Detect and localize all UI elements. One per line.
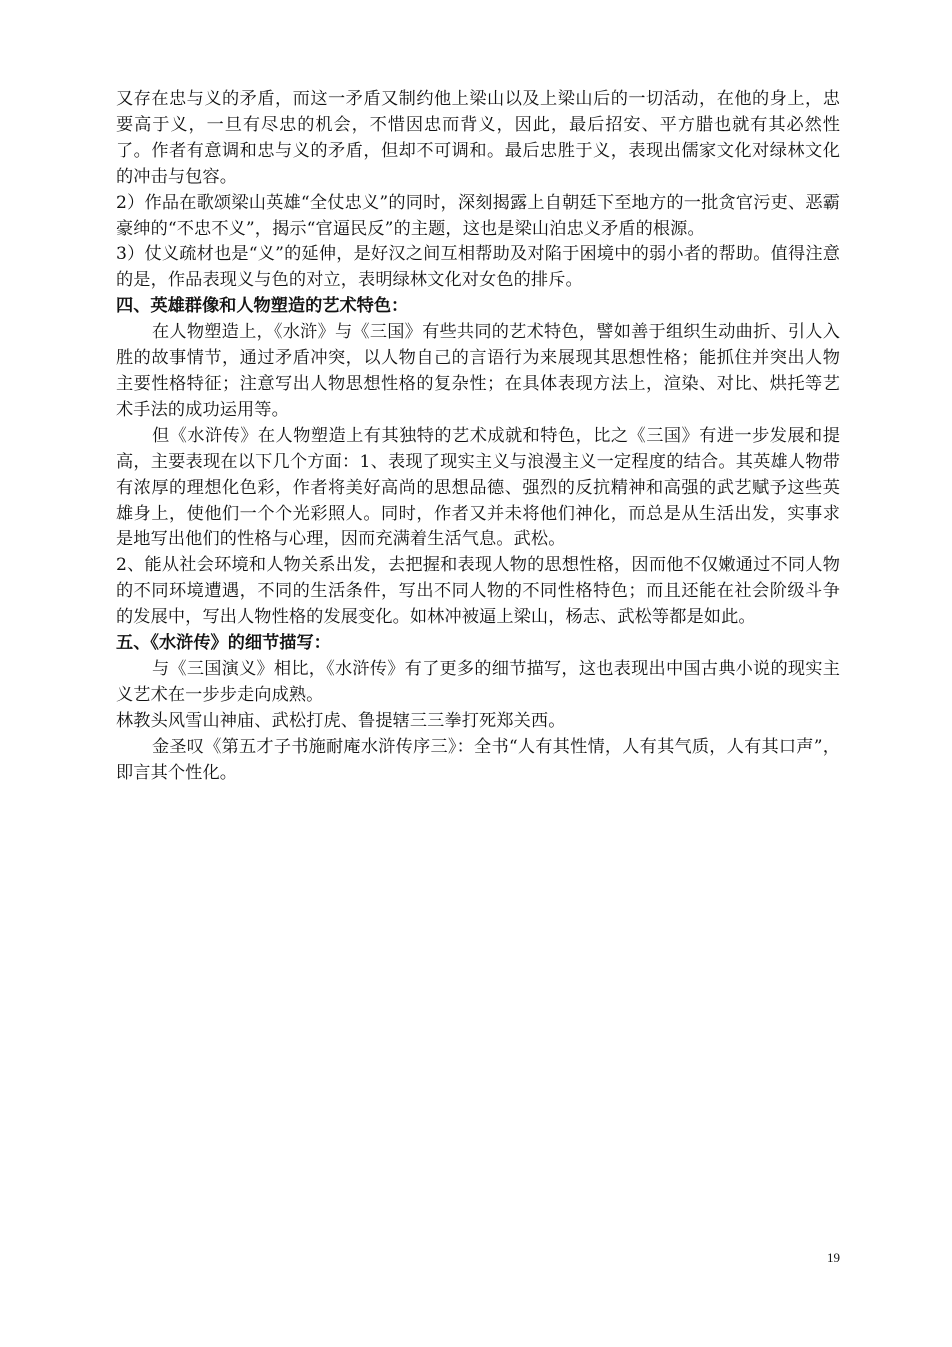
section-heading-5: 五、《水浒传》的细节描写：: [116, 633, 331, 654]
paragraph-point-3: 3）仗义疏材也是“义”的延伸，是好汉之间互相帮助及对陷于困境中的弱小者的帮助。值得注意的是，作品表现义与色的对立，表明绿林文化对女色的排斥。: [116, 244, 840, 291]
paragraph-shared-features: 在人物塑造上，《水浒》与《三国》有些共同的艺术特色，譬如善于组织生动曲折、引人入胜的故事情节，通过矛盾冲突，以人物自己的言语行为来展现其思想性格；能抓住并突出人物主要性格特征；注意写出人物思想性格的复杂性；在具体表现方法上，渲染、对比、烘托等艺术手法的成功运用等。: [116, 322, 840, 420]
paragraph-examples: 林教头风雪山神庙、武松打虎、鲁提辖三三拳打死郑关西。: [116, 710, 566, 731]
paragraph-unique-features: 但《水浒传》在人物塑造上有其独特的艺术成就和特色，比之《三国》有进一步发展和提高，主要表现在以下几个方面：1、表现了现实主义与浪漫主义一定程度的结合。其英雄人物带有浓厚的理想化色彩，作者将美好高尚的思想品德、强烈的反抗精神和高强的武艺赋予这些英雄身上，使他们一个个光彩照人。同时，作者又并未将他们神化，而总是从生活出发，实事求是地写出他们的性格与心理，因而充满着生活气息。武松。: [116, 425, 840, 550]
section-heading-4: 四、英雄群像和人物塑造的艺术特色：: [116, 296, 409, 317]
paragraph-jin-shengtan: 金圣叹《第五才子书施耐庵水浒传序三》：全书“人有其性情，人有其气质，人有其口声”，即言其个性化。: [116, 736, 840, 783]
paragraph-point-2: 2）作品在歌颂梁山英雄“全仗忠义”的同时，深刻揭露上自朝廷下至地方的一批贪官污吏、恶霸豪绅的“不忠不义”，揭示“官逼民反”的主题，这也是梁山泊忠义矛盾的根源。: [116, 192, 840, 239]
paragraph-loyalty-conflict: 又存在忠与义的矛盾，而这一矛盾又制约他上梁山以及上梁山后的一切活动，在他的身上，忠要高于义，一旦有尽忠的机会，不惜因忠而背义，因此，最后招安、平方腊也就有其必然性了。作者有意调和忠与义的矛盾，但却不可调和。最后忠胜于义，表现出儒家文化对绿林文化的冲击与包容。: [116, 89, 840, 187]
document-body: [116, 87, 840, 786]
paragraph-environment: 2、能从社会环境和人物关系出发，去把握和表现人物的思想性格，因而他不仅嫩通过不同人物的不同环境遭遇，不同的生活条件，写出不同人物的不同性格特色；而且还能在社会阶级斗争的发展中，写出人物性格的发展变化。如林冲被逼上梁山，杨志、武松等都是如此。: [116, 555, 840, 628]
page-number: 19: [827, 1250, 840, 1265]
paragraph-detail-compare: 与《三国演义》相比，《水浒传》有了更多的细节描写，这也表现出中国古典小说的现实主义艺术在一步步走向成熟。: [116, 658, 840, 705]
